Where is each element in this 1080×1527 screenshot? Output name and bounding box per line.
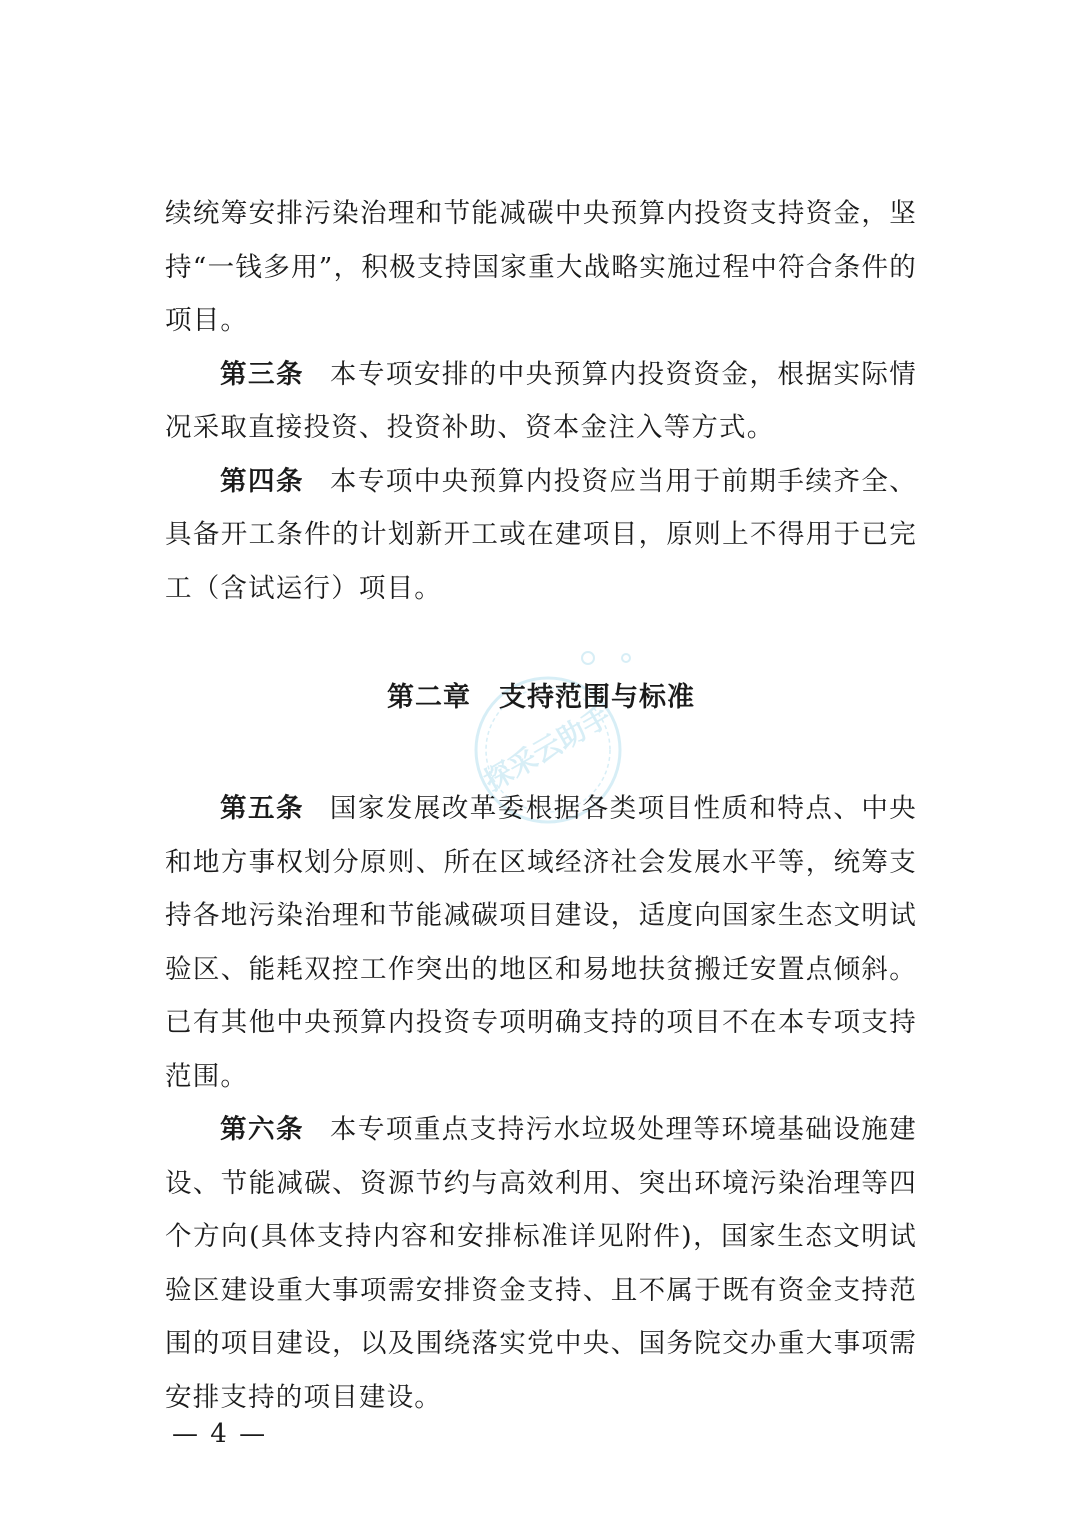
article-number: 第四条 <box>220 465 304 497</box>
paragraph-text: 续统筹安排污染治理和节能减碳中央预算内投资支持资金，坚持“一钱多用”，积极支持国家重大战略实施过程中符合条件的项目。 <box>165 198 917 336</box>
article-number: 第五条 <box>220 793 304 824</box>
article-text: 本专项安排的中央预算内投资资金，根据实际情况采取直接投资、投资补助、资本金注入等方式。 <box>165 358 918 443</box>
paragraph-continuation <box>165 187 917 348</box>
article-number: 第六条 <box>220 1114 304 1145</box>
article-text: 本专项中央预算内投资应当用于前期手续齐全、具备开工条件的计划新开工或在建项目，原则上不得用于已完工（含试运行）项目。 <box>165 465 918 604</box>
article-4 <box>165 455 917 616</box>
page-number: — 4 — <box>172 1419 268 1449</box>
article-text: 国家发展改革委根据各类项目性质和特点、中央和地方事权划分原则、所在区域经济社会发展水平等，统筹支持各地污染治理和节能减碳项目建设，适度向国家生态文明试验区、能耗双控工作突出的地区和易地扶贫搬迁安置点倾斜。已有其他中央预算内投资专项明确支持的项目不在本专项支持范围。 <box>165 793 918 1092</box>
document-body <box>165 187 917 1424</box>
article-3 <box>165 348 917 455</box>
article-number: 第三条 <box>220 358 304 390</box>
article-text: 本专项重点支持污水垃圾处理等环境基础设施建设、节能减碳、资源节约与高效利用、突出环境污染治理等四个方向(具体支持内容和安排标准详见附件)，国家生态文明试验区建设重大事项需安排资金支持、且不属于既有资金支持范围的项目建设，以及围绕落实党中央、国务院交办重大事项需安排支持的项目建设。 <box>165 1114 918 1413</box>
article-5 <box>165 782 917 1103</box>
watermark-text: 探采云助手 <box>478 699 617 798</box>
chapter-title: 第二章 支持范围与标准 <box>387 682 695 713</box>
article-6 <box>165 1103 917 1424</box>
